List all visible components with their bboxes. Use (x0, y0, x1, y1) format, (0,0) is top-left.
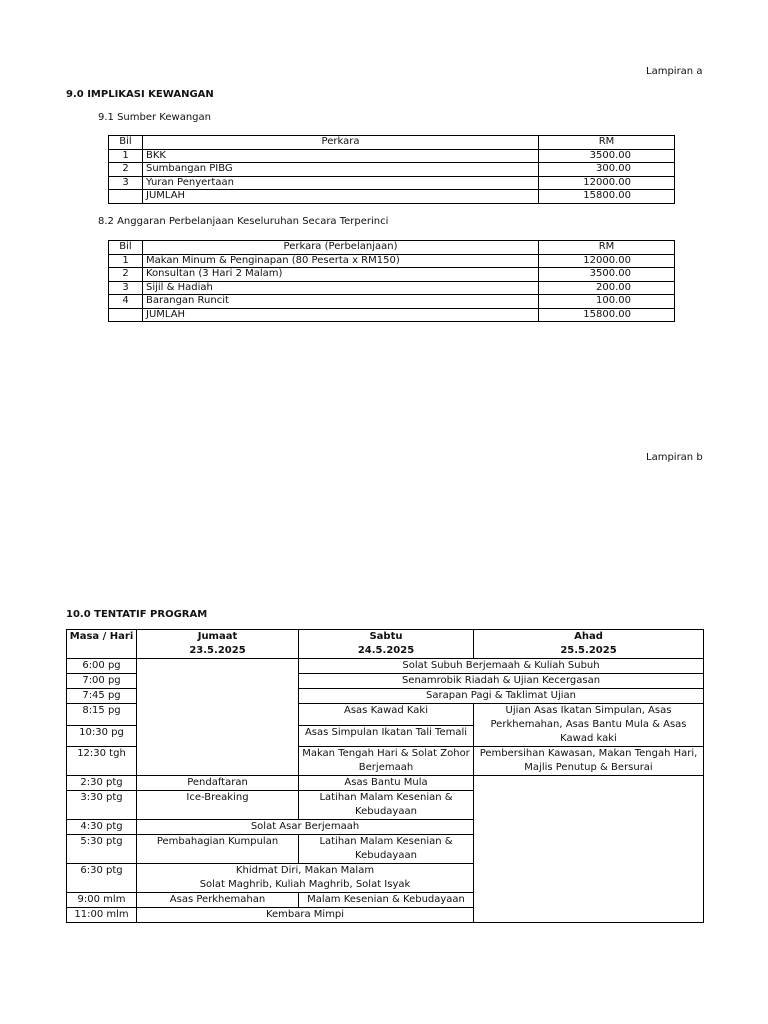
header-ahad (474, 630, 704, 659)
header-day: Jumaat (197, 631, 238, 642)
activity-cell: Solat Asar Berjemaah (137, 820, 474, 835)
activity-cell: Asas Simpulan Ikatan Tali Temali (299, 725, 474, 747)
time-cell: 3:30 ptg (67, 791, 137, 820)
cell-rm: 3500.00 (539, 268, 675, 282)
activity-cell: Latihan Malam Kesenian & Kebudayaan (299, 791, 474, 820)
lampiran-b-label: Lampiran b (646, 452, 703, 463)
table-header-row (67, 630, 704, 659)
cell-bil: 1 (109, 254, 143, 268)
header-bil: Bil (109, 136, 143, 150)
cell-rm: 300.00 (539, 163, 675, 177)
table-total-row (109, 308, 675, 322)
activity-cell: Malam Kesenian & Kebudayaan (299, 893, 474, 908)
cell-rm: 12000.00 (539, 176, 675, 190)
cell-bil: 3 (109, 281, 143, 295)
header-date: 25.5.2025 (560, 645, 617, 656)
activity-cell (137, 864, 474, 893)
activity-line: Solat Maghrib, Kuliah Maghrib, Solat Isyak (199, 879, 411, 890)
cell-bil: 4 (109, 295, 143, 309)
cell-perkara: Konsultan (3 Hari 2 Malam) (143, 268, 539, 282)
section-9-title: 9.0 IMPLIKASI KEWANGAN (66, 89, 214, 100)
time-cell: 2:30 ptg (67, 776, 137, 791)
cell-perkara: Sijil & Hadiah (143, 281, 539, 295)
cell-perkara: Sumbangan PIBG (143, 163, 539, 177)
header-sabtu (299, 630, 474, 659)
cell-bil: 1 (109, 149, 143, 163)
activity-cell: Senamrobik Riadah & Ujian Kecergasan (299, 674, 704, 689)
header-rm: RM (539, 241, 675, 255)
section-10-title: 10.0 TENTATIF PROGRAM (66, 609, 208, 620)
time-cell: 11:00 mlm (67, 908, 137, 923)
header-day: Sabtu (369, 631, 403, 642)
empty-cell (137, 659, 299, 776)
cell-bil: 2 (109, 163, 143, 177)
cell-perkara: Makan Minum & Penginapan (80 Peserta x RM150) (143, 254, 539, 268)
lampiran-a-label: Lampiran a (646, 66, 703, 77)
header-masa (67, 630, 137, 659)
activity-cell: Ujian Asas Ikatan Simpulan, Asas Perkhemahan, Asas Bantu Mula & Asas Kawad kaki (474, 704, 704, 747)
activity-cell: Sarapan Pagi & Taklimat Ujian (299, 689, 704, 704)
cell-rm: 12000.00 (539, 254, 675, 268)
cell-rm: 200.00 (539, 281, 675, 295)
header-rm: RM (539, 136, 675, 150)
sumber-kewangan-table (108, 135, 675, 204)
activity-line: Khidmat Diri, Makan Malam (235, 865, 375, 876)
activity-cell: Kembara Mimpi (137, 908, 474, 923)
activity-cell: Pembersihan Kawasan, Makan Tengah Hari, Majlis Penutup & Bersurai (474, 747, 704, 776)
table-total-row (109, 190, 675, 204)
time-cell: 6:00 pg (67, 659, 137, 674)
header-day: Ahad (574, 631, 603, 642)
cell-perkara: BKK (143, 149, 539, 163)
header-jumaat (137, 630, 299, 659)
header-date: 24.5.2025 (357, 645, 415, 656)
time-cell: 10:30 pg (67, 725, 137, 747)
time-cell: 9:00 mlm (67, 893, 137, 908)
table-header-row (109, 241, 675, 255)
activity-cell: Ice-Breaking (137, 791, 299, 820)
cell-rm: 15800.00 (539, 190, 675, 204)
anggaran-perbelanjaan-table (108, 240, 675, 322)
header-perkara: Perkara (Perbelanjaan) (143, 241, 539, 255)
section-9-1-title: 9.1 Sumber Kewangan (98, 112, 211, 123)
activity-cell: Pendaftaran (137, 776, 299, 791)
section-8-2-title: 8.2 Anggaran Perbelanjaan Keseluruhan Secara Terperinci (98, 216, 389, 227)
activity-cell: Asas Kawad Kaki (299, 704, 474, 726)
time-cell: 4:30 ptg (67, 820, 137, 835)
cell-rm: 15800.00 (539, 308, 675, 322)
header-perkara: Perkara (143, 136, 539, 150)
activity-cell: Asas Bantu Mula (299, 776, 474, 791)
table-row (109, 268, 675, 282)
time-cell: 6:30 ptg (67, 864, 137, 893)
activity-cell: Pembahagian Kumpulan (137, 835, 299, 864)
cell-perkara: Barangan Runcit (143, 295, 539, 309)
cell-bil (109, 190, 143, 204)
activity-cell: Latihan Malam Kesenian & Kebudayaan (299, 835, 474, 864)
table-row (67, 659, 704, 674)
time-cell: 12:30 tgh (67, 747, 137, 776)
table-row (109, 163, 675, 177)
cell-bil (109, 308, 143, 322)
table-row (109, 295, 675, 309)
time-cell: 7:00 pg (67, 674, 137, 689)
table-row (109, 176, 675, 190)
time-cell: 7:45 pg (67, 689, 137, 704)
time-cell: 8:15 pg (67, 704, 137, 726)
table-row (67, 776, 704, 791)
tentatif-program-table (66, 629, 704, 923)
cell-rm: 100.00 (539, 295, 675, 309)
table-row (109, 254, 675, 268)
cell-jumlah: JUMLAH (143, 308, 539, 322)
cell-rm: 3500.00 (539, 149, 675, 163)
cell-perkara: Yuran Penyertaan (143, 176, 539, 190)
activity-cell: Asas Perkhemahan (137, 893, 299, 908)
cell-jumlah: JUMLAH (143, 190, 539, 204)
cell-bil: 2 (109, 268, 143, 282)
activity-cell: Solat Subuh Berjemaah & Kuliah Subuh (299, 659, 704, 674)
header-date: 23.5.2025 (189, 645, 246, 656)
table-row (109, 281, 675, 295)
activity-cell: Makan Tengah Hari & Solat Zohor Berjemaah (299, 747, 474, 776)
header-bil: Bil (109, 241, 143, 255)
empty-cell (474, 776, 704, 923)
table-header-row (109, 136, 675, 150)
header-masa-label: Masa / Hari (69, 631, 134, 642)
time-cell: 5:30 ptg (67, 835, 137, 864)
table-row (109, 149, 675, 163)
cell-bil: 3 (109, 176, 143, 190)
